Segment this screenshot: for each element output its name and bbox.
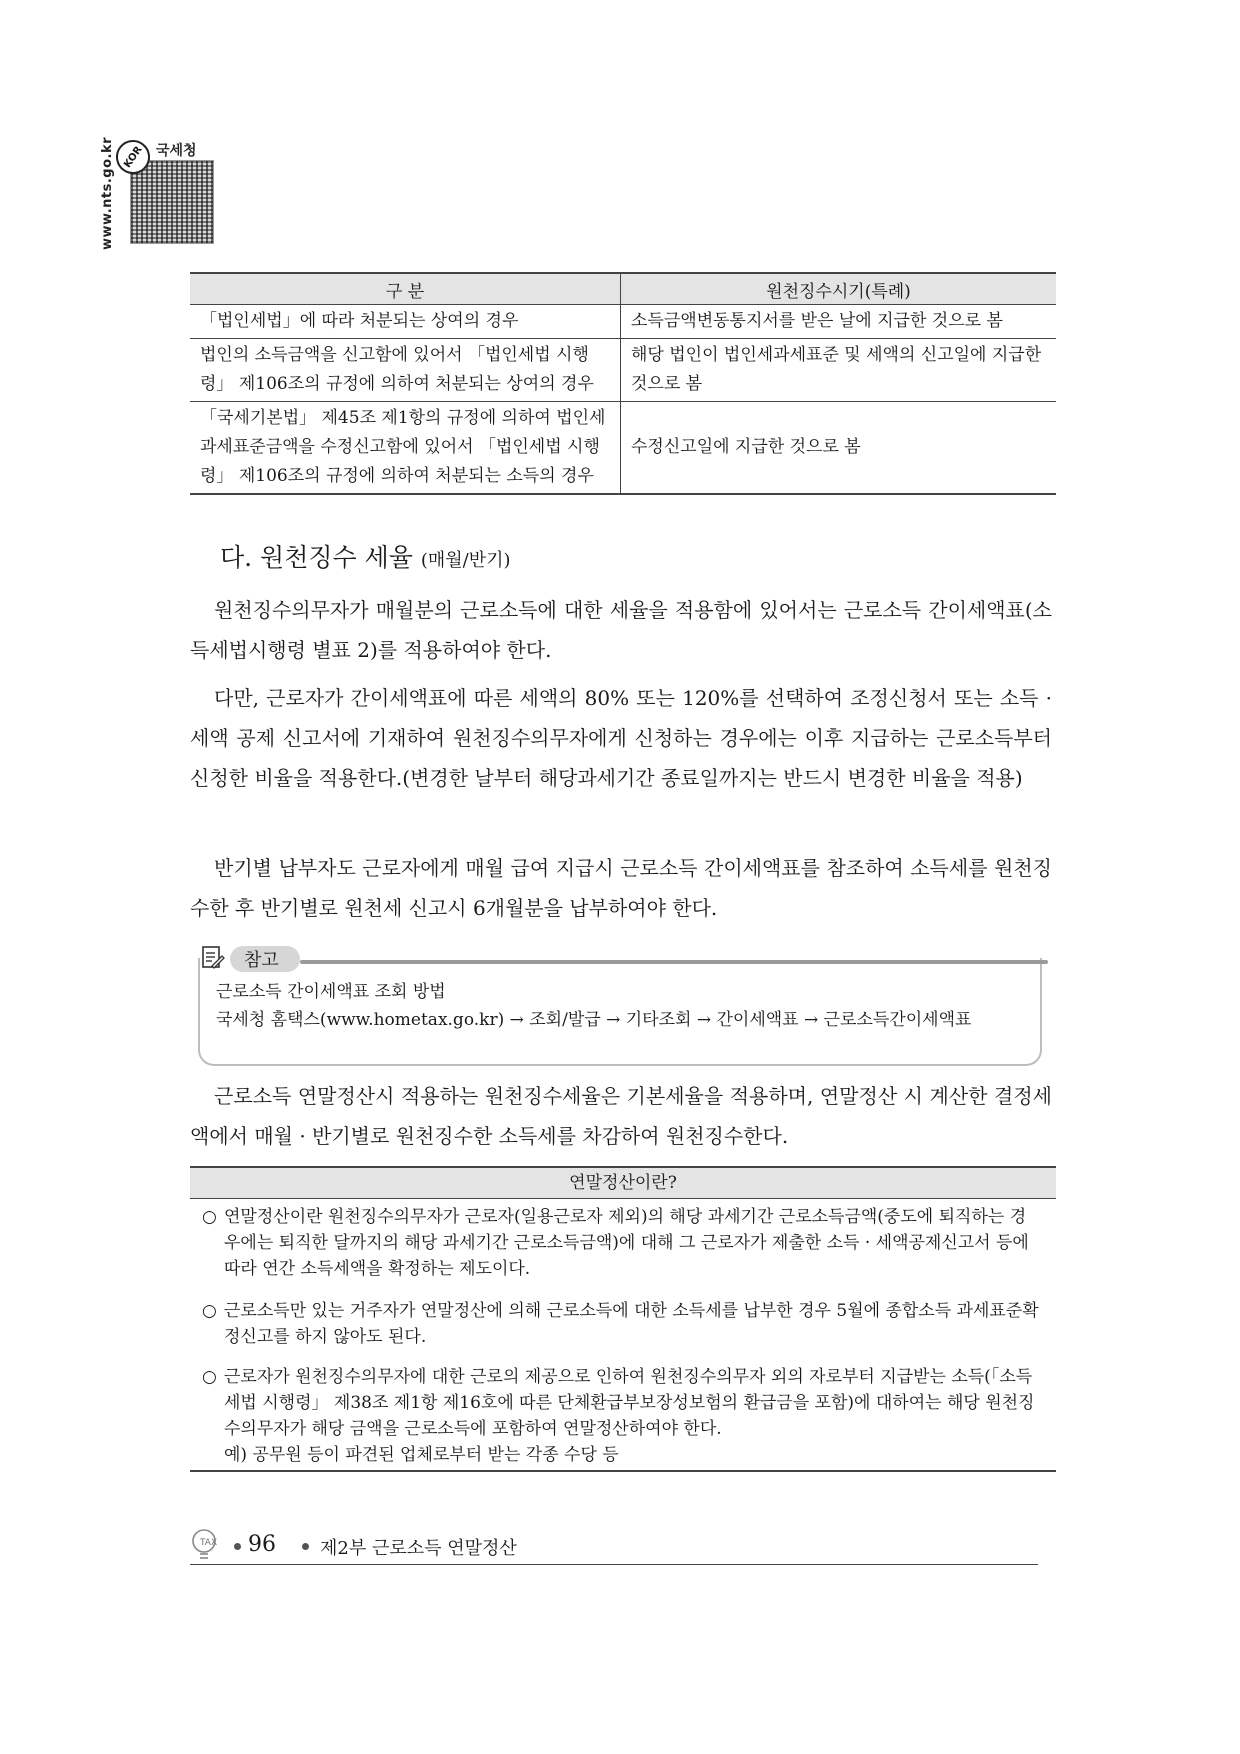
org-name: 국세청 [156,143,197,159]
page-footer [190,1528,1038,1565]
bullet-marker: ○ [202,1207,217,1227]
reference-content [216,978,971,1034]
page-number: 96 [248,1532,276,1557]
list-item [202,1298,1042,1350]
list-item [202,1364,1042,1468]
table-cell: 「국세기본법」 제45조 제1항의 규정에 의하여 법인세 과세표준금액을 수정신고함에 있어서 「법인세법 시행령」 제106조의 규정에 의하여 처분되는 소득의 경우 [190,402,621,495]
year-end-settlement-header: 연말정산이란? [190,1166,1056,1199]
col-header-category: 구 분 [190,273,621,305]
footer-dot [302,1543,309,1550]
table-cell: 수정신고일에 지급한 것으로 봄 [621,402,1057,495]
memo-icon [200,944,226,972]
example-text: 예) 공무원 등이 파견된 업체로부터 받는 각종 수당 등 [224,1445,619,1465]
table-row [190,402,1056,495]
section-title-text: 다. 원천징수 세율 [220,543,413,572]
section-title [220,538,511,574]
qr-code [130,160,214,244]
reference-rule [300,960,1048,964]
reference-tab-label: 참고 [244,950,279,971]
table-header-row [190,273,1056,305]
tax-bulb-icon [190,1528,226,1562]
list-item-text: 근로소득만 있는 거주자가 연말정산에 의해 근로소득에 대한 소득세를 납부한 경우 5월에 종합소득 과세표준확정신고를 하지 않아도 된다. [224,1301,1039,1347]
reference-tab [230,946,300,972]
year-end-settlement-body [190,1198,1056,1472]
paragraph: 원천징수의무자가 매월분의 근로소득에 대한 세율을 적용함에 있어서는 근로소득 간이세액표(소득세법시행령 별표 2)를 적용하여야 한다. [190,598,1052,662]
reference-line: 국세청 홈택스(www.hometax.go.kr) → 조회/발급 → 기타조회 → 간이세액표 → 근로소득간이세액표 [216,1010,972,1030]
col-header-timing: 원천징수시기(특례) [621,273,1057,305]
table-cell: 소득금액변동통지서를 받은 날에 지급한 것으로 봄 [621,305,1057,339]
list-item-text: 근로자가 원천징수의무자에 대한 근로의 제공으로 인하여 원천징수의무자 외의 자로부터 지급받는 소득(「소득세법 시행령」 제38조 제1항 제16호에 따른 단체환급부보장성보험의 환급금을 포함)에 대하여는 해당 원천징수의무자가 해당 금액을 근로소득에 포함하여 연말정산하여야 한다. [224,1367,1035,1439]
paragraph: 근로소득 연말정산시 적용하는 원천징수세율은 기본세율을 적용하며, 연말정산 시 계산한 결정세액에서 매월 · 반기별로 원천징수한 소득세를 차감하여 원천징수한다. [190,1084,1052,1148]
table-row [190,339,1056,402]
bullet-marker: ○ [202,1301,217,1321]
side-url: www.nts.go.kr [100,136,115,250]
footer-dot [234,1543,241,1550]
bullet-marker: ○ [202,1367,217,1387]
table-row [190,305,1056,339]
chapter-title: 제2부 근로소득 연말정산 [320,1538,517,1559]
table-cell: 「법인세법」에 따라 처분되는 상여의 경우 [190,305,621,339]
table-cell: 법인의 소득금액을 신고함에 있어서 「법인세법 시행령」 제106조의 규정에 의하여 처분되는 상여의 경우 [190,339,621,402]
paragraph: 반기별 납부자도 근로자에게 매월 급여 지급시 근로소득 간이세액표를 참조하여 소득세를 원천징수한 후 반기별로 원천세 신고시 6개월분을 납부하여야 한다. [190,856,1052,920]
paragraph: 다만, 근로자가 간이세액표에 따른 세액의 80% 또는 120%를 선택하여 조정신청서 또는 소득 · 세액 공제 신고서에 기재하여 원천징수의무자에게 신청하는 경우에는 이후 지급하는 근로소득부터 신청한 비율을 적용한다.(변경한 날부터 해당과세기간 종료일까지는 반드시 변경한 비율을 적용) [190,686,1052,790]
list-item-text: 연말정산이란 원천징수의무자가 근로자(일용근로자 제외)의 해당 과세기간 근로소득금액(중도에 퇴직하는 경우에는 퇴직한 달까지의 해당 과세기간 근로소득금액)에 대해 그 근로자가 제출한 소득 · 세액공제신고서 등에 따라 연간 소득세액을 확정하는 제도이다. [224,1207,1029,1279]
section-subtitle: (매월/반기) [420,550,511,571]
table-cell: 해당 법인이 법인세과세표준 및 세액의 신고일에 지급한 것으로 봄 [621,339,1057,402]
kor-badge-label: KOR [121,144,145,170]
reference-line: 근로소득 간이세액표 조회 방법 [216,982,446,1002]
withholding-timing-table [190,272,1056,495]
list-item [202,1204,1042,1282]
tax-label: TAX [200,1538,218,1548]
